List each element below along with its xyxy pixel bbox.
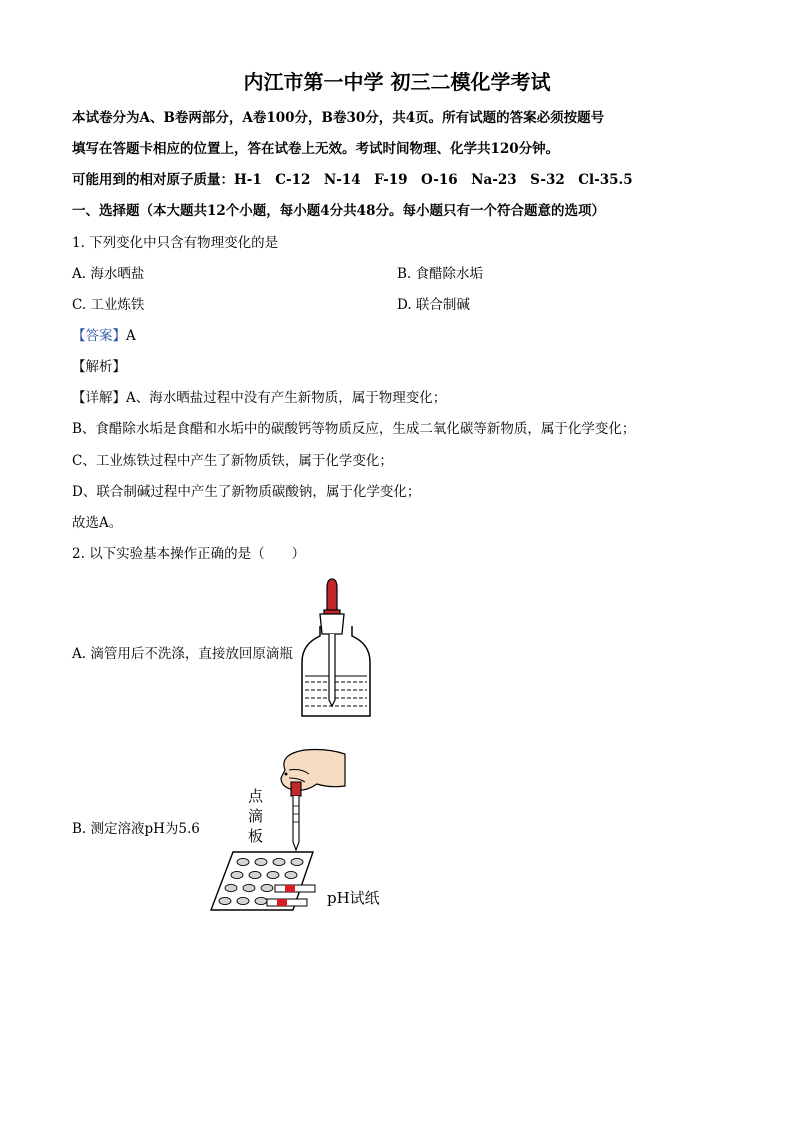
- q1-analysis-label: 【解析】: [72, 359, 126, 375]
- q1-stem: 1. 下列变化中只含有物理变化的是: [72, 235, 279, 251]
- q1-detail-c: C、工业炼铁过程中产生了新物质铁，属于化学变化；: [72, 453, 393, 469]
- q1-conclusion: 故选A。: [72, 515, 123, 531]
- q1-option-d: D. 联合制碱: [397, 297, 470, 313]
- bottle-body: [302, 626, 370, 716]
- q1-detail-b: B、食醋除水垢是食醋和水垢中的碳酸钙等物质反应，生成二氧化碳等新物质，属于化学变化；: [72, 421, 636, 437]
- dropper-tube: [329, 634, 335, 706]
- detail-label: 【详解】: [72, 390, 126, 406]
- section-heading: 一、选择题（本大题共12个小题，每小题4分共48分。每小题只有一个符合题意的选项）: [72, 203, 605, 219]
- page-title: 内江市第一中学 初三二模化学考试: [243, 70, 551, 94]
- q1-detail-d: D、联合制碱过程中产生了新物质碳酸钠，属于化学变化；: [72, 484, 421, 500]
- q1-option-a: A. 海水晒盐: [72, 266, 145, 282]
- answer-label: 【答案】: [72, 328, 126, 344]
- intro-line-1: 本试卷分为A、B卷两部分，A卷100分，B卷30分，共4页。所有试题的答案必须按题号: [72, 110, 605, 126]
- detail-a-text: A、海水晒盐过程中没有产生新物质，属于物理变化；: [126, 390, 447, 406]
- label-di: 滴: [248, 807, 264, 825]
- label-dian: 点: [248, 787, 264, 805]
- q1-option-c: C. 工业炼铁: [72, 297, 145, 313]
- bottle-stopper: [320, 614, 344, 634]
- dropper-bulb: [291, 782, 301, 796]
- q2-stem: 2. 以下实验基本操作正确的是（ ）: [72, 546, 306, 562]
- q1-answer: [72, 326, 136, 346]
- q2-option-a: A. 滴管用后不洗涤，直接放回原滴瓶: [72, 646, 293, 662]
- dropper-tube: [293, 796, 299, 850]
- answer-value: A: [126, 328, 136, 344]
- q2-option-b: B. 测定溶液pH为5.6: [72, 821, 200, 837]
- q1-detail-a: [72, 388, 446, 408]
- dropper-bottle-figure: [296, 576, 376, 724]
- label-ph-paper: pH试纸: [327, 889, 380, 907]
- intro-line-2: 填写在答题卡相应的位置上，答在试卷上无效。考试时间物理、化学共120分钟。: [72, 141, 560, 157]
- dropper-bulb: [327, 579, 337, 612]
- q1-option-b: B. 食醋除水垢: [397, 266, 484, 282]
- atomic-masses: 可能用到的相对原子质量：H-1 C-12 N-14 F-19 O-16 Na-23 S-32 Cl-35.5: [72, 172, 633, 188]
- label-ban: 板: [248, 827, 264, 845]
